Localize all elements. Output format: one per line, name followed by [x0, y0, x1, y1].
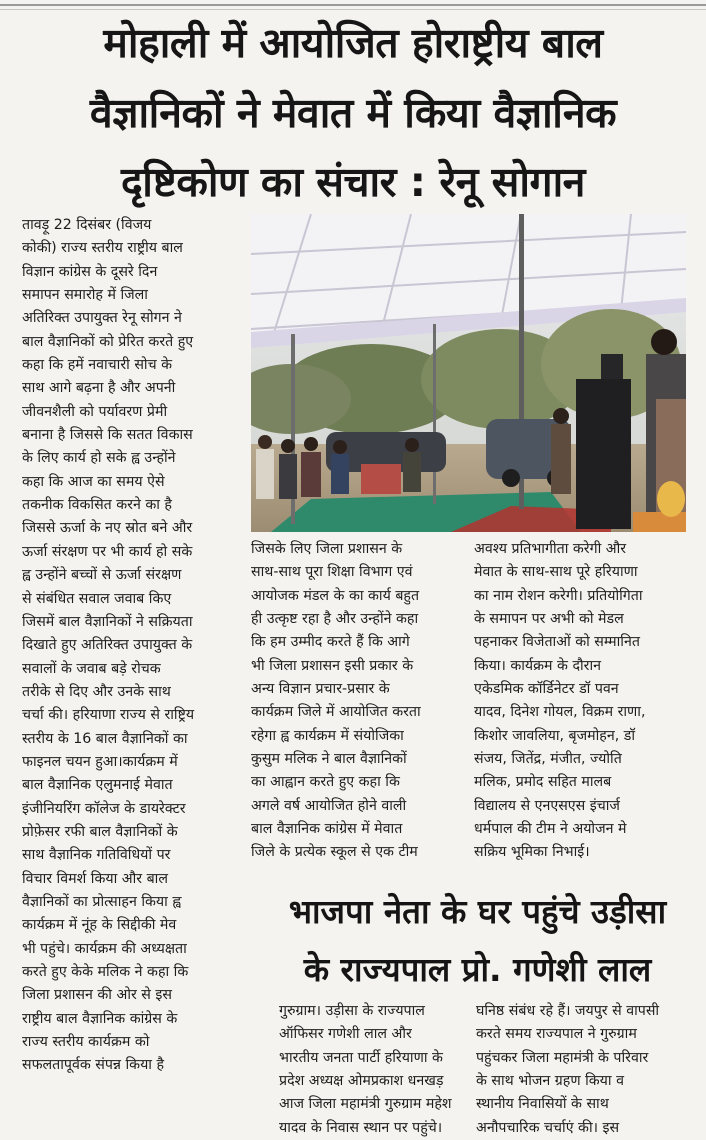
text-line: ह्व उन्होंने बच्चों से ऊर्जा संरक्षण [22, 567, 182, 584]
text-line: जीवनशैली को पर्यावरण प्रेमी [22, 403, 168, 420]
text-line: जिला प्रशासन की ओर से इस [22, 987, 172, 1004]
text-line: तकनीक विकसित करने का है [22, 497, 172, 514]
text-line: भी पहुंचे। कार्यक्रम की अध्यक्षता [22, 940, 187, 957]
text-line: जिससे ऊर्जा के नए स्रोत बने और [22, 520, 193, 537]
text-line: प्रोफ़ेसर रफी बाल वैज्ञानिकों के [22, 823, 178, 840]
text-line: कोकी) राज्य स्तरीय राष्ट्रीय बाल [22, 240, 183, 257]
text-line: अनौपचारिक चर्चाएं की। इस [476, 1119, 620, 1136]
text-line: के लिए कार्य हो सके ह्व उन्होंने [22, 450, 176, 467]
article-2-column-2 [476, 1000, 690, 1140]
text-line: का आह्वान करते हुए कहा कि [251, 774, 400, 791]
article-1-column-1 [22, 214, 244, 1078]
text-line: वैज्ञानिकों का प्रोत्साहन किया ह्व [22, 893, 182, 910]
text-line: कहा कि आज का समय ऐसे [22, 473, 165, 490]
text-line: रहेगा ह्व कार्यक्रम में संयोजिका [251, 727, 404, 744]
text-line: भारतीय जनता पार्टी हरियाणा के [279, 1049, 443, 1066]
text-line: साथ वैज्ञानिक गतिविधियों पर [22, 847, 171, 864]
text-line: किया। कार्यक्रम के दौरान [474, 657, 602, 674]
text-line: एकेडमिक कॉर्डिनेटर डॉ पवन [474, 681, 619, 698]
text-line: जिसके लिए जिला प्रशासन के [251, 541, 403, 557]
text-line: भी जिला प्रशासन इसी प्रकार के [251, 657, 414, 674]
text-line: मेवात के साथ-साथ पूरे हरियाणा [474, 564, 638, 581]
text-line: ऑफिसर गणेशी लाल और [279, 1026, 412, 1043]
text-line: पहनाकर विजेताओं को सम्मानित [474, 634, 640, 651]
text-line: अगले वर्ष आयोजित होने वाली [251, 797, 407, 814]
text-line: जिले के प्रत्येक स्कूल से एक टीम [251, 844, 418, 861]
text-line: पहुंचकर जिला महामंत्री के परिवार [476, 1049, 649, 1066]
text-line: बाल वैज्ञानिक कांग्रेस में मेवात [251, 821, 403, 838]
headline-line-1: मोहाली में आयोजित होराष्ट्रीय बाल [103, 19, 603, 67]
text-line: आयोजक मंडल के का कार्य बहुत [251, 587, 420, 604]
headline-2-line-2: के राज्यपाल प्रो. गणेशी लाल [303, 950, 652, 989]
text-line: राज्य स्तरीय कार्यक्रम को [22, 1034, 150, 1051]
text-line: राष्ट्रीय बाल वैज्ञानिक कांग्रेस के [22, 1010, 178, 1027]
text-line: यादव के निवास स्थान पर पहुंचे। [279, 1119, 443, 1136]
text-line: के समापन पर अभी को मेडल [474, 611, 624, 628]
text-line: संजय, जितेंद्र, मंजीत, ज्योति [474, 751, 622, 768]
text-line: विज्ञान कांग्रेस के दूसरे दिन [22, 263, 158, 280]
text-line: यादव, दिनेश गोयल, विक्रम राणा, [474, 704, 646, 721]
text-line: का नाम रोशन करेगी। प्रतियोगिता [474, 587, 643, 604]
text-line: विद्यालय से एनएसएस इंचार्ज [474, 797, 620, 814]
text-line: बाल वैज्ञानिक एलुमनाई मेवात [22, 777, 173, 794]
headline-line-2: वैज्ञानिकों ने मेवात में किया वैज्ञानिक [89, 89, 617, 137]
text-line: स्तरीय के 16 बाल वैज्ञानिकों का [22, 730, 188, 747]
headline-2-line-1: भाजपा नेता के घर पहुंचे उड़ीसा [288, 892, 667, 931]
event-photo [251, 214, 686, 532]
text-line: चर्चा की। हरियाणा राज्य से राष्ट्रिय [22, 707, 195, 724]
text-line: गुरुग्राम। उड़ीसा के राज्यपाल [279, 1003, 425, 1019]
text-line: करते हुए केके मलिक ने कहा कि [22, 964, 189, 980]
text-line: सक्रिय भूमिका निभाई। [474, 844, 590, 861]
text-line: कि हम उम्मीद करते हैं कि आगे [251, 634, 410, 651]
article-2-column-1 [279, 1000, 461, 1140]
text-line: कुसुम मलिक ने बाल वैज्ञानिकों [251, 751, 407, 768]
text-line: प्रदेश अध्यक्ष ओमप्रकाश धनखड़ [279, 1073, 444, 1090]
text-line: बनाना है जिससे कि सतत विकास [22, 427, 193, 444]
text-line: अवश्य प्रतिभागीता करेगी और [474, 541, 627, 557]
text-line: मलिक, प्रमोद सहित मालब [474, 774, 612, 791]
text-line: के साथ भोजन ग्रहण किया व [476, 1073, 624, 1090]
top-rule [0, 4, 706, 6]
text-line: तावड़ू 22 दिसंबर (विजय [22, 217, 152, 233]
text-line: साथ आगे बढ़ना है और अपनी [22, 380, 176, 397]
text-line: समापन समारोह में जिला [22, 287, 148, 304]
text-line: अन्य विज्ञान प्रचार-प्रसार के [251, 681, 390, 698]
article-1-column-2 [251, 538, 459, 865]
text-line: सवालों के जवाब बड़े रोचक [22, 660, 161, 677]
text-line: इंजीनियरिंग कॉलेज के डायरेक्टर [22, 800, 186, 817]
text-line: किशोर जावलिया, बृजमोहन, डॉ [474, 727, 635, 744]
text-line: आज जिला महामंत्री गुरुग्राम महेश [279, 1096, 452, 1113]
article-1-column-3 [474, 538, 690, 865]
text-line: दिखाते हुए अतिरिक्त उपायुक्त के [22, 637, 193, 654]
text-line: तरीके से दिए और उनके साथ [22, 683, 171, 700]
text-line: विचार विमर्श किया और बाल [22, 870, 168, 887]
text-line: धर्मपाल की टीम ने अयोजन मे [474, 821, 627, 838]
text-line: स्थानीय निवासियों के साथ [476, 1096, 609, 1113]
text-line: कहा कि हमें नवाचारी सोच के [22, 357, 173, 374]
top-rule-thin [0, 9, 706, 10]
headline-line-3: दृष्टिकोण का संचार : रेनू सोगान [121, 158, 585, 206]
text-line: जिसमें बाल वैज्ञानिकों ने सक्रियता [22, 613, 193, 630]
text-line: करते समय राज्यपाल ने गुरुग्राम [476, 1026, 637, 1043]
text-line: साथ-साथ पूरा शिक्षा विभाग एवं [251, 564, 413, 581]
text-line: से संबंधित सवाल जवाब किए [22, 590, 172, 607]
text-line: ऊर्जा संरक्षण पर भी कार्य हो सके [22, 543, 193, 560]
text-line: ही उत्कृष्ट रहा है और उन्होंने कहा [251, 611, 419, 628]
text-line: बाल वैज्ञानिकों को प्रेरित करते हुए [22, 333, 194, 350]
text-line: कार्यक्रम जिले में आयोजित करता [251, 704, 421, 721]
text-line: कार्यक्रम में नूंह के सिद्दीकी मेव [22, 917, 177, 934]
text-line: सफलतापूर्वक संपन्न किया है [22, 1057, 165, 1074]
text-line: घनिष्ठ संबंध रहे हैं। जयपुर से वापसी [476, 1003, 660, 1019]
text-line: फाइनल चयन हुआ।कार्यक्रम में [22, 753, 178, 770]
text-line: अतिरिक्त उपायुक्त रेनू सोगन ने [22, 310, 182, 327]
